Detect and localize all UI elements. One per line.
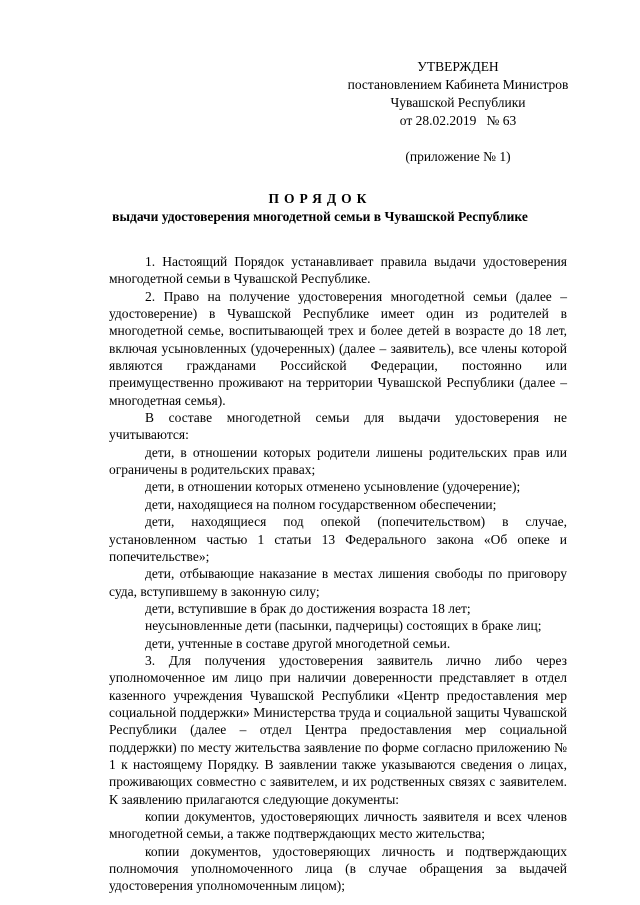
approval-authority: постановлением Кабинета Министров [347, 77, 569, 92]
exclusion-item: дети, находящиеся под опекой (попечительством) в случае, установленном частью 1 статьи 13 Федерального закона «Об опеке и попечительстве»; [109, 514, 567, 564]
exclusion-item: дети, в отношении которых родители лишены родительских прав или ограничены в родительских правах; [109, 444, 567, 478]
paragraph-2: 2. Право на получение удостоверения многодетной семьи (далее – удостоверение) в Чувашской Республике имеет один из родителей в многодетной семье, воспитывающей трех и более детей в возрасте до 18 лет, включая усыновленных (удочеренных) (далее – заявитель), все члены которой являются гражданами Российской Федерации, постоянно или преимущественно проживают на территории Чувашской Республики (далее – многодетная семья). [109, 288, 567, 408]
approval-stamp [330, 58, 586, 166]
paragraph-1: 1. Настоящий Порядок устанавливает правила выдачи удостоверения многодетной семьи в Чувашской Республике. [109, 254, 567, 287]
paragraph-exclusions-intro: В составе многодетной семьи для выдачи удостоверения не учитываются: [109, 410, 567, 443]
document-subtitle: выдачи удостоверения многодетной семьи в Чувашской Республике [112, 209, 528, 224]
exclusion-item: неусыновленные дети (пасынки, падчерицы) состоящих в браке лиц; [145, 618, 542, 634]
approval-region: Чувашской Республики [390, 95, 526, 110]
document-list-item: копии документов, удостоверяющих личность заявителя и всех членов многодетной семьи, а также подтверждающих место жительства; [109, 809, 567, 842]
exclusion-item: дети, находящиеся на полном государственном обеспечении; [145, 496, 497, 512]
document-list-item: копии документов, удостоверяющих личность и подтверждающих полномочия уполномоченного лица (в случае обращения за выдачей удостоверения уполномоченным лицом); [109, 843, 567, 894]
approval-heading: УТВЕРЖДЕН [417, 59, 499, 74]
paragraph-3: 3. Для получения удостоверения заявитель лично либо через уполномоченное им лицо при наличии доверенности представляет в отдел казенного учреждения Чувашской Республики «Центр предоставления мер социальной поддержки» Министерства труда и социальной защиты Чувашской Республики (далее – отдел Центра предоставления мер социальной поддержки) по месту жительства заявление по форме согласно приложению № 1 к настоящему Порядку. В заявлении также указываются сведения о лицах, проживающих совместно с заявителем, и их родственных связях с заявителем. К заявлению прилагаются следующие документы: [109, 652, 567, 807]
exclusion-item: дети, учтенные в составе другой многодетной семьи. [145, 635, 451, 651]
exclusion-item: дети, в отношении которых отменено усыновление (удочерение); [145, 479, 521, 495]
approval-date-number: от 28.02.2019 № 63 [399, 113, 517, 128]
exclusion-item: дети, отбывающие наказание в местах лишения свободы по приговору суда, вступившему в законную силу; [109, 566, 567, 599]
exclusion-item: дети, вступившие в брак до достижения возраста 18 лет; [145, 600, 471, 616]
document-title: ПОРЯДОК [268, 191, 372, 206]
document-body [109, 253, 567, 895]
appendix-label: (приложение № 1) [405, 149, 511, 164]
